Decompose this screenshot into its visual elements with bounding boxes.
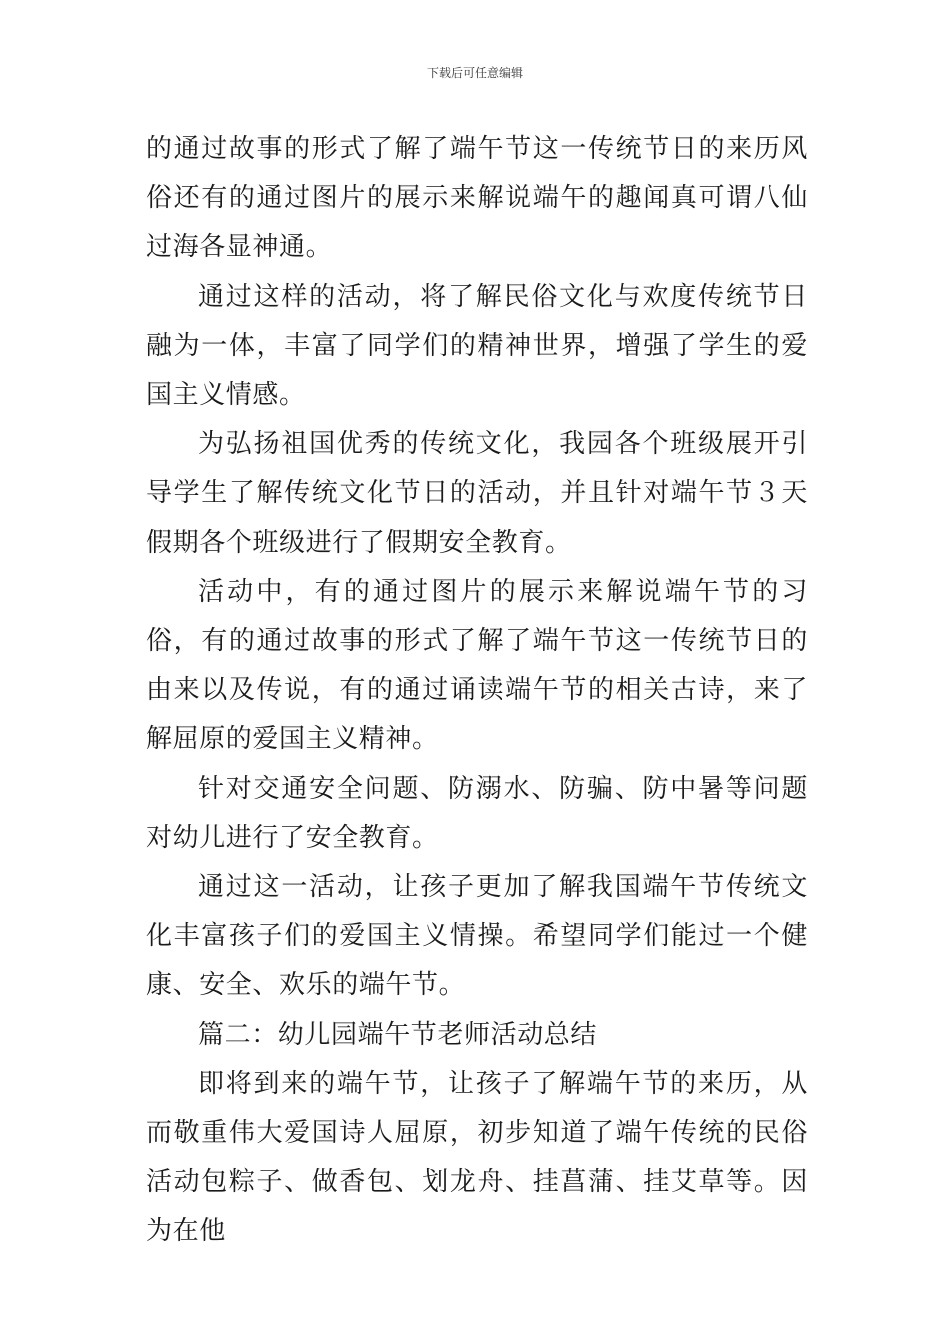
document-body [146,125,808,1257]
paragraph-1: 的通过故事的形式了解了端午节这一传统节日的来历风俗还有的通过图片的展示来解说端午的趣闻真可谓八仙过海各显神通。 [146,134,808,263]
paragraph-4: 活动中，有的通过图片的展示来解说端午节的习俗，有的通过故事的形式了解了端午节这一传统节日的由来以及传说，有的通过诵读端午节的相关古诗，来了解屈原的爱国主义精神。 [146,576,808,755]
section-heading: 篇二：幼儿园端午节老师活动总结 [198,1019,598,1050]
paragraph-5: 针对交通安全问题、防溺水、防骗、防中暑等问题对幼儿进行了安全教育。 [146,773,808,853]
page-header: 下载后可任意编辑 [426,66,523,80]
paragraph-7: 即将到来的端午节，让孩子了解端午节的来历，从而敬重伟大爱国诗人屈原，初步知道了端午传统的民俗活动包粽子、做香包、划龙舟、挂菖蒲、挂艾草等。因为在他 [146,1068,808,1247]
paragraph-6: 通过这一活动，让孩子更加了解我国端午节传统文化丰富孩子们的爱国主义情操。希望同学们能过一个健康、安全、欢乐的端午节。 [146,872,808,1001]
paragraph-2: 通过这样的活动，将了解民俗文化与欢度传统节日融为一体，丰富了同学们的精神世界，增强了学生的爱国主义情感。 [146,281,808,411]
paragraph-3: 为弘扬祖国优秀的传统文化，我园各个班级展开引导学生了解传统文化节日的活动，并且针对端午节３天假期各个班级进行了假期安全教育。 [146,429,808,558]
